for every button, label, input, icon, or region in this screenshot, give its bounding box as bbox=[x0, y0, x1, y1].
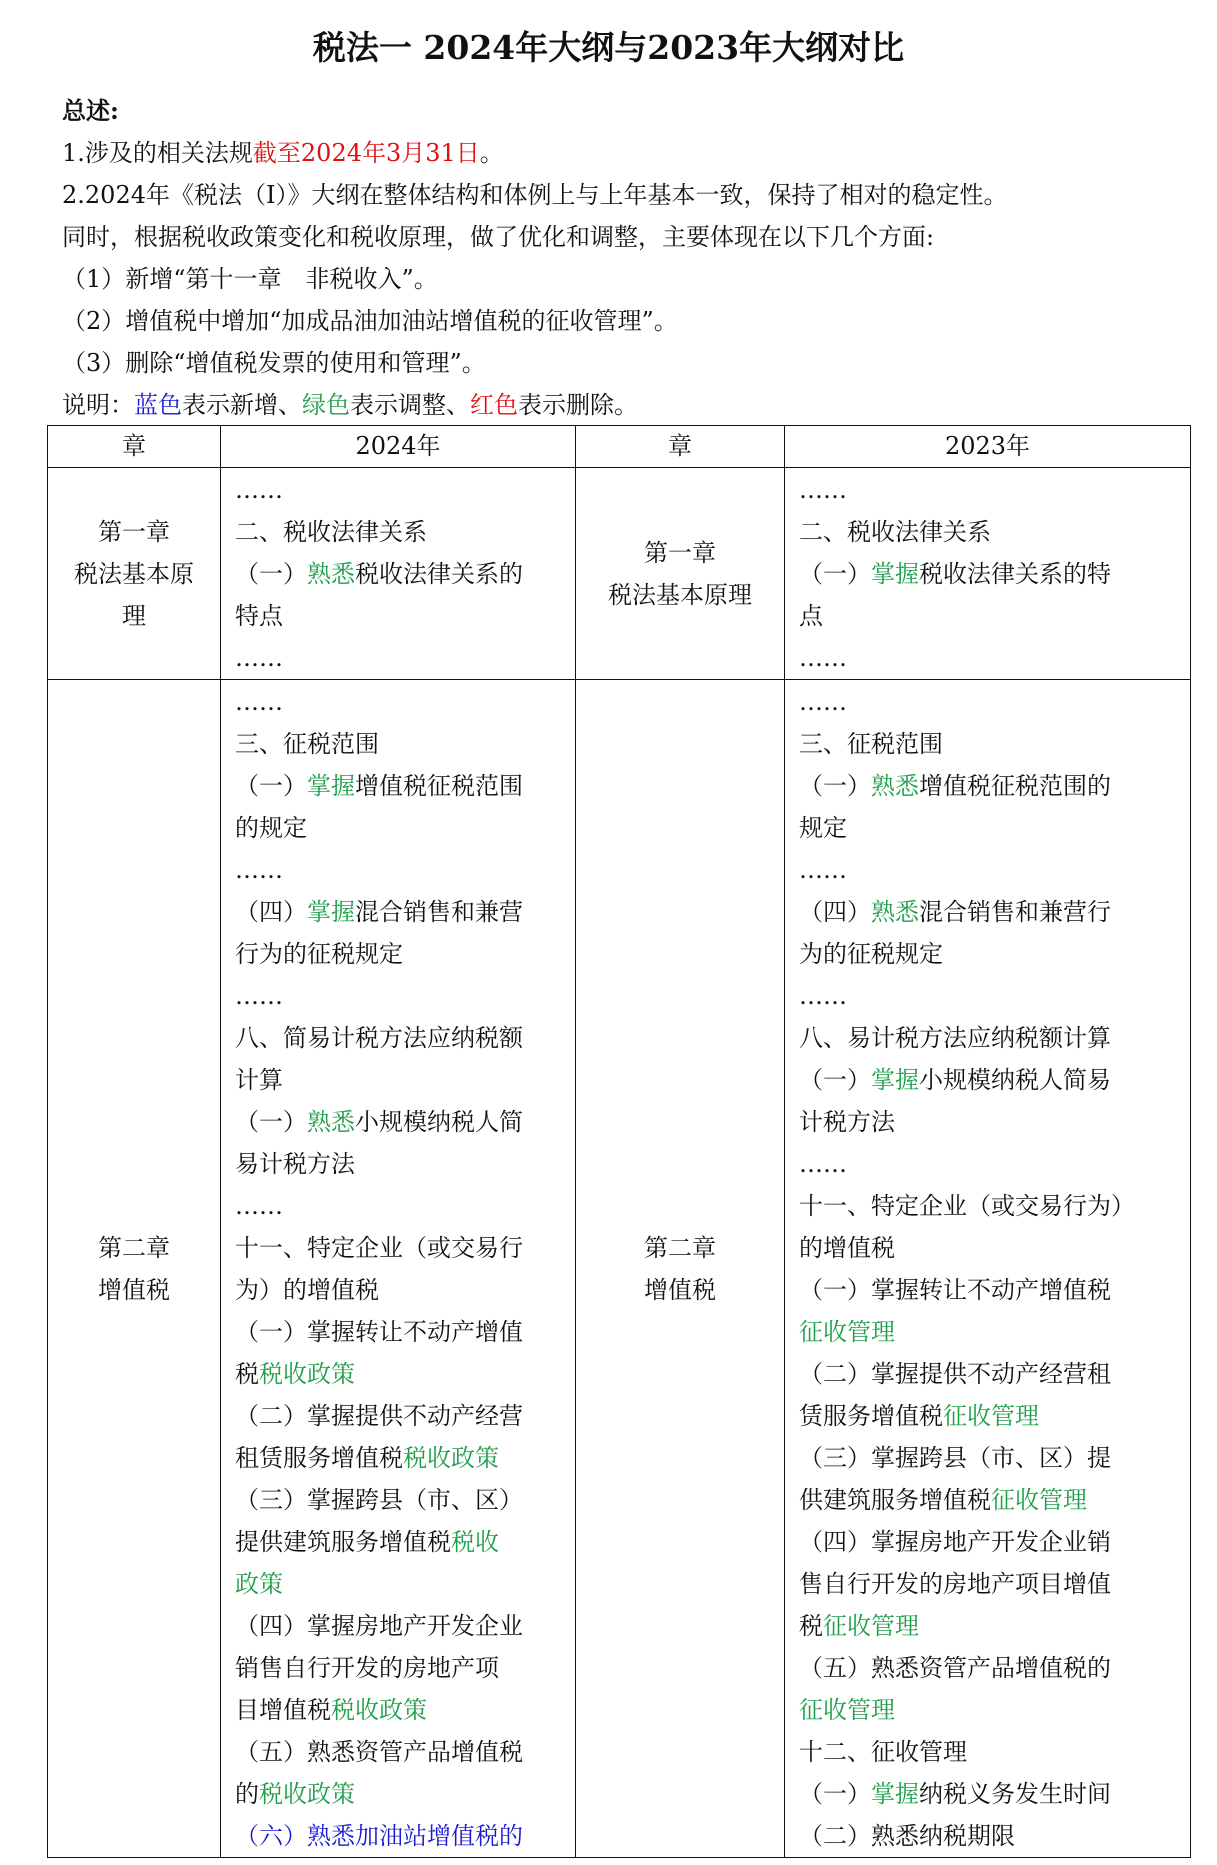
text-segment: （四） bbox=[799, 898, 871, 926]
text-segment: 十一、特定企业（或交易行为） bbox=[799, 1192, 1135, 1220]
text-segment: …… bbox=[235, 1192, 283, 1220]
text-segment: 十二、征收管理 bbox=[799, 1738, 967, 1766]
adjusted-text: 掌握 bbox=[871, 1066, 919, 1094]
adjusted-text: 掌握 bbox=[871, 1780, 919, 1808]
text-segment: （一） bbox=[799, 1066, 871, 1094]
text-segment: 二、税收法律关系 bbox=[235, 518, 427, 546]
header-chapter-2024: 章 bbox=[48, 426, 221, 468]
text-segment: 供建筑服务增值税 bbox=[799, 1486, 991, 1514]
syllabus-line bbox=[235, 469, 569, 511]
adjusted-text: 征收管理 bbox=[799, 1696, 895, 1724]
text-segment: 小规模纳税人简 bbox=[355, 1108, 523, 1136]
adjusted-text: 熟悉 bbox=[307, 1108, 355, 1136]
summary-item-1 bbox=[62, 132, 1192, 174]
text-segment: 为）的增值税 bbox=[235, 1276, 379, 1304]
adjusted-text: 征收管理 bbox=[943, 1402, 1039, 1430]
text-segment: （四） bbox=[235, 898, 307, 926]
syllabus-line bbox=[235, 1731, 569, 1773]
table-header-row bbox=[48, 426, 1191, 468]
text-segment: （二）掌握提供不动产经营 bbox=[235, 1402, 523, 1430]
syllabus-line bbox=[235, 595, 569, 637]
syllabus-line bbox=[799, 1773, 1184, 1815]
syllabus-line bbox=[799, 1269, 1184, 1311]
syllabus-line bbox=[235, 1815, 569, 1857]
text-segment: （三）掌握跨县（市、区） bbox=[235, 1486, 523, 1514]
syllabus-line bbox=[799, 933, 1184, 975]
adjusted-text: 征收管理 bbox=[823, 1612, 919, 1640]
syllabus-line bbox=[799, 1563, 1184, 1605]
header-chapter-2023: 章 bbox=[576, 426, 785, 468]
adjusted-text: 掌握 bbox=[871, 560, 919, 588]
text-segment: 八、简易计税方法应纳税额 bbox=[235, 1024, 523, 1052]
text-segment: 税收法律关系的特 bbox=[919, 560, 1111, 588]
chapter-label-line: 第一章 bbox=[644, 538, 716, 567]
syllabus-line bbox=[799, 891, 1184, 933]
text-segment: 二、税收法律关系 bbox=[799, 518, 991, 546]
text-segment: 十一、特定企业（或交易行 bbox=[235, 1234, 523, 1262]
legend-blue: 蓝色 bbox=[134, 391, 182, 419]
syllabus-line bbox=[799, 975, 1184, 1017]
text-segment: 的 bbox=[235, 1780, 259, 1808]
chapter-label-line: 税法基本原理 bbox=[608, 580, 752, 609]
chapter-cell-2024 bbox=[48, 680, 221, 1858]
adjusted-text: 掌握 bbox=[307, 772, 355, 800]
syllabus-line bbox=[235, 723, 569, 765]
text-segment: …… bbox=[799, 688, 847, 716]
text-segment: 增值税征税范围的 bbox=[919, 772, 1111, 800]
text-segment: 规定 bbox=[799, 814, 847, 842]
summary-section bbox=[62, 90, 1192, 426]
syllabus-line bbox=[799, 723, 1184, 765]
content-cell-2024 bbox=[221, 468, 576, 680]
syllabus-line bbox=[235, 1521, 569, 1563]
chapter-label-line: 第一章 bbox=[98, 517, 170, 546]
text-segment: 售自行开发的房地产项目增值 bbox=[799, 1570, 1111, 1598]
chapter-label-line: 理 bbox=[122, 601, 146, 630]
text-segment: …… bbox=[235, 982, 283, 1010]
legend-blue-text: 表示新增、 bbox=[182, 391, 302, 419]
adjusted-text: 掌握 bbox=[307, 898, 355, 926]
text-segment: 行为的征税规定 bbox=[235, 940, 403, 968]
text-segment: 税 bbox=[799, 1612, 823, 1640]
syllabus-line bbox=[799, 1227, 1184, 1269]
header-2024: 2024年 bbox=[221, 426, 576, 468]
text-segment: 目增值税 bbox=[235, 1696, 331, 1724]
text-segment: 三、征税范围 bbox=[799, 730, 943, 758]
syllabus-line bbox=[235, 1185, 569, 1227]
syllabus-line bbox=[799, 1059, 1184, 1101]
chapter-cell-2023 bbox=[576, 680, 785, 1858]
legend-prefix: 说明： bbox=[62, 391, 134, 419]
text-segment: …… bbox=[235, 644, 283, 672]
text-segment: （一） bbox=[235, 772, 307, 800]
syllabus-line bbox=[799, 1143, 1184, 1185]
added-text: （六）熟悉加油站增值税的 bbox=[235, 1822, 523, 1850]
text-segment: 混合销售和兼营 bbox=[355, 898, 523, 926]
document-title: 税法一 2024年大纲与2023年大纲对比 bbox=[312, 28, 905, 67]
item1-text: 1.涉及的相关法规 bbox=[62, 139, 253, 167]
syllabus-line bbox=[235, 1605, 569, 1647]
text-segment: …… bbox=[799, 476, 847, 504]
syllabus-line bbox=[799, 1017, 1184, 1059]
text-segment: 点 bbox=[799, 602, 823, 630]
chapter-cell-2023 bbox=[576, 468, 785, 680]
syllabus-line bbox=[235, 1353, 569, 1395]
content-cell-2023 bbox=[785, 468, 1191, 680]
text-segment: （三）掌握跨县（市、区）提 bbox=[799, 1444, 1111, 1472]
syllabus-line bbox=[235, 1773, 569, 1815]
text-segment: （二）掌握提供不动产经营租 bbox=[799, 1360, 1111, 1388]
text-segment: 八、易计税方法应纳税额计算 bbox=[799, 1024, 1111, 1052]
syllabus-line bbox=[799, 1689, 1184, 1731]
chapter-label-line: 增值税 bbox=[644, 1275, 716, 1304]
summary-item-2-line-2: 同时，根据税收政策变化和税收原理，做了优化和调整，主要体现在以下几个方面: bbox=[62, 223, 935, 251]
syllabus-line bbox=[799, 595, 1184, 637]
text-segment: 增值税征税范围 bbox=[355, 772, 523, 800]
summary-item-2-line-1: 2.2024年《税法（Ⅰ）》大纲在整体结构和体例上与上年基本一致，保持了相对的稳定性。 bbox=[62, 181, 1008, 209]
adjusted-text: 税收政策 bbox=[331, 1696, 427, 1724]
syllabus-line bbox=[235, 1059, 569, 1101]
syllabus-line bbox=[799, 1437, 1184, 1479]
text-segment: （一） bbox=[799, 1780, 871, 1808]
syllabus-line bbox=[799, 849, 1184, 891]
text-segment: …… bbox=[235, 476, 283, 504]
chapter-label-line: 第二章 bbox=[98, 1233, 170, 1262]
syllabus-line bbox=[235, 1101, 569, 1143]
syllabus-line bbox=[235, 765, 569, 807]
syllabus-line bbox=[235, 1311, 569, 1353]
text-segment: 租赁服务增值税 bbox=[235, 1444, 403, 1472]
legend-red: 红色 bbox=[470, 391, 518, 419]
text-segment: （一）掌握转让不动产增值 bbox=[235, 1318, 523, 1346]
syllabus-line bbox=[235, 933, 569, 975]
adjusted-text: 税收政策 bbox=[403, 1444, 499, 1472]
syllabus-line bbox=[799, 765, 1184, 807]
text-segment: （一） bbox=[235, 560, 307, 588]
syllabus-line bbox=[235, 681, 569, 723]
syllabus-line bbox=[235, 849, 569, 891]
summary-point: （1）新增“第十一章 非税收入”。 bbox=[62, 265, 438, 293]
syllabus-line bbox=[235, 1437, 569, 1479]
text-segment: …… bbox=[799, 982, 847, 1010]
text-segment: …… bbox=[235, 688, 283, 716]
adjusted-text: 熟悉 bbox=[307, 560, 355, 588]
text-segment: …… bbox=[799, 644, 847, 672]
text-segment: 税 bbox=[235, 1360, 259, 1388]
syllabus-line bbox=[799, 1521, 1184, 1563]
syllabus-line bbox=[799, 1311, 1184, 1353]
text-segment: 混合销售和兼营行 bbox=[919, 898, 1111, 926]
syllabus-line bbox=[799, 1101, 1184, 1143]
text-segment: …… bbox=[799, 1150, 847, 1178]
syllabus-line bbox=[235, 1647, 569, 1689]
text-segment: 的增值税 bbox=[799, 1234, 895, 1262]
text-segment: 为的征税规定 bbox=[799, 940, 943, 968]
legend-green: 绿色 bbox=[302, 391, 350, 419]
syllabus-line bbox=[799, 1479, 1184, 1521]
text-segment: 纳税义务发生时间 bbox=[919, 1780, 1111, 1808]
syllabus-line bbox=[235, 1479, 569, 1521]
syllabus-line bbox=[799, 807, 1184, 849]
syllabus-line bbox=[235, 637, 569, 679]
syllabus-line bbox=[235, 891, 569, 933]
color-legend bbox=[62, 384, 1192, 426]
text-segment: 计税方法 bbox=[799, 1108, 895, 1136]
text-segment: 的规定 bbox=[235, 814, 307, 842]
adjusted-text: 熟悉 bbox=[871, 772, 919, 800]
text-segment: 特点 bbox=[235, 602, 283, 630]
text-segment: 计算 bbox=[235, 1066, 283, 1094]
content-cell-2023 bbox=[785, 680, 1191, 1858]
syllabus-line bbox=[235, 975, 569, 1017]
adjusted-text: 征收管理 bbox=[799, 1318, 895, 1346]
adjusted-text: 熟悉 bbox=[871, 898, 919, 926]
legend-red-text: 表示删除。 bbox=[518, 391, 638, 419]
item1-date: 截至2024年3月31日 bbox=[252, 139, 480, 167]
text-segment: …… bbox=[235, 856, 283, 884]
syllabus-line bbox=[799, 1185, 1184, 1227]
adjusted-text: 政策 bbox=[235, 1570, 283, 1598]
text-segment: 税收法律关系的 bbox=[355, 560, 523, 588]
syllabus-line bbox=[799, 637, 1184, 679]
syllabus-line bbox=[799, 1731, 1184, 1773]
syllabus-line bbox=[235, 1563, 569, 1605]
summary-point: （3）删除“增值税发票的使用和管理”。 bbox=[62, 349, 486, 377]
syllabus-line bbox=[235, 1143, 569, 1185]
text-segment: （一） bbox=[799, 772, 871, 800]
syllabus-line bbox=[235, 1017, 569, 1059]
syllabus-line bbox=[235, 1269, 569, 1311]
summary-heading: 总述: bbox=[62, 96, 119, 125]
syllabus-line bbox=[799, 1353, 1184, 1395]
adjusted-text: 税收政策 bbox=[259, 1780, 355, 1808]
text-segment: 提供建筑服务增值税 bbox=[235, 1528, 451, 1556]
adjusted-text: 税收政策 bbox=[259, 1360, 355, 1388]
header-2023: 2023年 bbox=[785, 426, 1191, 468]
adjusted-text: 税收 bbox=[451, 1528, 499, 1556]
syllabus-line bbox=[799, 1605, 1184, 1647]
syllabus-line bbox=[235, 1395, 569, 1437]
syllabus-line bbox=[235, 553, 569, 595]
syllabus-line bbox=[235, 807, 569, 849]
text-segment: 销售自行开发的房地产项 bbox=[235, 1654, 499, 1682]
text-segment: （四）掌握房地产开发企业 bbox=[235, 1612, 523, 1640]
text-segment: 小规模纳税人简易 bbox=[919, 1066, 1111, 1094]
table-row bbox=[48, 468, 1191, 680]
text-segment: （一）掌握转让不动产增值税 bbox=[799, 1276, 1111, 1304]
comparison-table bbox=[47, 425, 1191, 1858]
chapter-label-line: 第二章 bbox=[644, 1233, 716, 1262]
syllabus-line bbox=[799, 1647, 1184, 1689]
content-cell-2024 bbox=[221, 680, 576, 1858]
syllabus-line bbox=[799, 511, 1184, 553]
text-segment: 赁服务增值税 bbox=[799, 1402, 943, 1430]
syllabus-line bbox=[235, 1227, 569, 1269]
adjusted-text: 征收管理 bbox=[991, 1486, 1087, 1514]
text-segment: （二）熟悉纳税期限 bbox=[799, 1822, 1015, 1850]
summary-point: （2）增值税中增加“加成品油加油站增值税的征收管理”。 bbox=[62, 307, 678, 335]
chapter-cell-2024 bbox=[48, 468, 221, 680]
table-row bbox=[48, 680, 1191, 1858]
syllabus-line bbox=[799, 1815, 1184, 1857]
text-segment: （五）熟悉资管产品增值税 bbox=[235, 1738, 523, 1766]
text-segment: …… bbox=[799, 856, 847, 884]
text-segment: 三、征税范围 bbox=[235, 730, 379, 758]
chapter-label-line: 增值税 bbox=[98, 1275, 170, 1304]
text-segment: （四）掌握房地产开发企业销 bbox=[799, 1528, 1111, 1556]
syllabus-line bbox=[799, 681, 1184, 723]
syllabus-line bbox=[235, 511, 569, 553]
text-segment: （一） bbox=[799, 560, 871, 588]
text-segment: （一） bbox=[235, 1108, 307, 1136]
chapter-label-line: 税法基本原 bbox=[74, 559, 194, 588]
syllabus-line bbox=[799, 553, 1184, 595]
legend-green-text: 表示调整、 bbox=[350, 391, 470, 419]
text-segment: （五）熟悉资管产品增值税的 bbox=[799, 1654, 1111, 1682]
syllabus-line bbox=[235, 1689, 569, 1731]
text-segment: 易计税方法 bbox=[235, 1150, 355, 1178]
syllabus-line bbox=[799, 1395, 1184, 1437]
item1-suffix: 。 bbox=[479, 139, 504, 167]
syllabus-line bbox=[799, 469, 1184, 511]
